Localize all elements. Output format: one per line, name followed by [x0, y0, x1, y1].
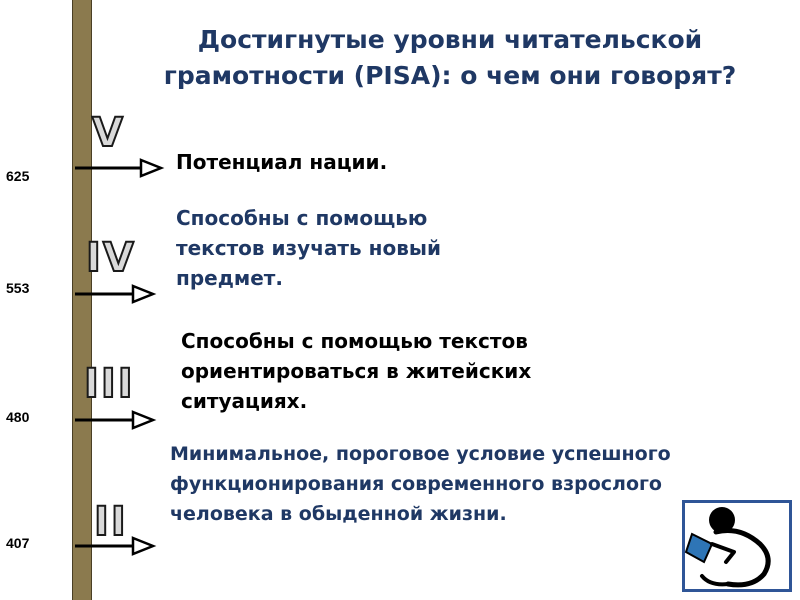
arrow-icon — [75, 409, 165, 431]
description-line: Способны с помощью — [176, 206, 428, 230]
level-numeral-ii: II — [94, 499, 128, 545]
description-line: Потенциал нации. — [176, 150, 388, 174]
description-line: Способны с помощью текстов — [181, 329, 528, 353]
description-line: функционирования современного взрослого — [170, 473, 662, 495]
score-label-480: 480 — [6, 409, 30, 425]
score-label-553: 553 — [6, 280, 30, 296]
description-line: ориентироваться в житейских — [181, 359, 532, 383]
description-line: текстов изучать новый — [176, 236, 441, 260]
level-numeral-v: V — [92, 110, 125, 156]
title-line-2: грамотности (PISA): о чем они говорят? — [163, 61, 737, 90]
arrow-icon — [75, 157, 165, 179]
title-line-1: Достигнутые уровни читательской — [197, 25, 703, 54]
level-ii-description — [170, 439, 671, 529]
level-numeral-iii: III — [84, 361, 135, 407]
level-v-description — [176, 147, 387, 177]
level-iii-description — [181, 326, 531, 416]
level-numeral-iv: IV — [86, 235, 136, 281]
level-iv-description — [176, 203, 441, 293]
reading-person-icon — [682, 500, 792, 592]
description-line: ситуациях. — [181, 389, 308, 413]
slide-title — [120, 22, 780, 94]
score-label-407: 407 — [6, 535, 30, 551]
description-line: Минимальное, пороговое условие успешного — [170, 443, 671, 465]
score-label-625: 625 — [6, 168, 30, 184]
description-line: человека в обыденной жизни. — [170, 503, 507, 525]
arrow-icon — [75, 283, 165, 305]
description-line: предмет. — [176, 266, 283, 290]
